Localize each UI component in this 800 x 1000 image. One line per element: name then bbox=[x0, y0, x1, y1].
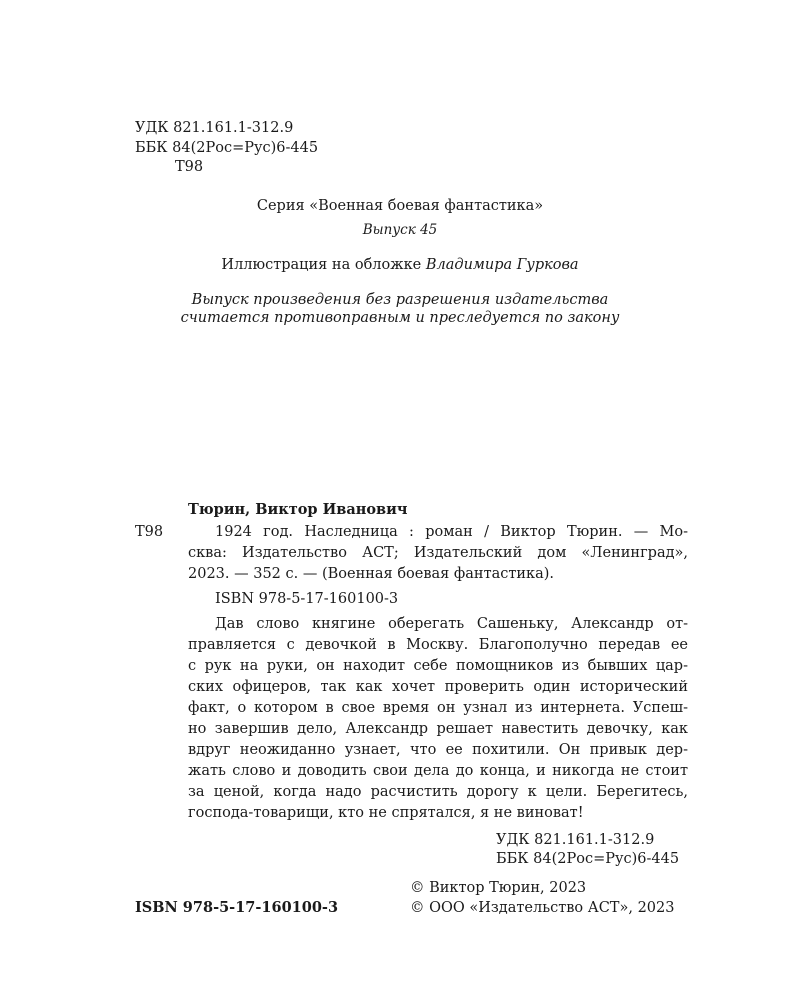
annotation-line-5: факт, о котором в свое время он узнал из интернета. Успеш- bbox=[188, 700, 688, 716]
udk-code-bottom: УДК 821.161.1-312.9 bbox=[496, 832, 655, 848]
annotation-line-6: но завершив дело, Александр решает навестить девочку, как bbox=[188, 721, 688, 737]
annotation-line-9: за ценой, когда надо расчистить дорогу к цели. Берегитесь, bbox=[188, 784, 688, 800]
copyright-publisher: © ООО «Издательство АСТ», 2023 bbox=[410, 900, 675, 916]
annotation-line-7: вдруг неожиданно узнает, что ее похитили. Он привык дер- bbox=[188, 742, 688, 758]
annotation-line-10: господа-товарищи, кто не спрятался, я не виноват! bbox=[188, 805, 584, 821]
footer-isbn: ISBN 978-5-17-160100-3 bbox=[135, 899, 339, 916]
catalog-desc-line-1: 1924 год. Наследница : роман / Виктор Тюрин. — Мо- bbox=[215, 524, 688, 540]
annotation-line-2: правляется с девочкой в Москву. Благополучно передав ее bbox=[188, 637, 688, 653]
catalog-desc-line-2: сква: Издательство АСТ; Издательский дом «Ленинград», bbox=[188, 545, 688, 561]
bbk-code-bottom: ББК 84(2Рос=Рус)6-445 bbox=[496, 851, 680, 867]
annotation-line-4: ских офицеров, так как хочет проверить один исторический bbox=[188, 679, 688, 695]
annotation-line-8: жать слово и доводить свои дела до конца, и никогда не стоит bbox=[188, 763, 688, 779]
series-line: Серия «Военная боевая фантастика» bbox=[256, 198, 544, 214]
catalog-author-heading: Тюрин, Виктор Иванович bbox=[188, 501, 408, 518]
illustration-credit bbox=[0, 255, 800, 275]
legal-notice-line-2: считается противоправным и преследуется по закону bbox=[180, 310, 620, 326]
bbk-code-top: ББК 84(2Рос=Рус)6-445 bbox=[135, 140, 319, 156]
catalog-author-mark: Т98 bbox=[135, 524, 164, 540]
legal-notice-line-1: Выпуск произведения без разрешения издательства bbox=[191, 292, 609, 308]
copyright-author: © Виктор Тюрин, 2023 bbox=[410, 880, 587, 896]
catalog-desc-line-3: 2023. — 352 с. — (Военная боевая фантастика). bbox=[188, 566, 555, 582]
illustration-artist: Владимира Гуркова bbox=[425, 257, 579, 273]
author-mark-top: Т98 bbox=[175, 159, 204, 175]
annotation-line-3: с рук на руки, он находит себе помощников из бывших цар- bbox=[188, 658, 688, 674]
annotation-line-1: Дав слово княгине оберегать Сашеньку, Александр от- bbox=[215, 616, 688, 632]
series-issue: Выпуск 45 bbox=[362, 222, 438, 238]
catalog-isbn: ISBN 978-5-17-160100-3 bbox=[215, 591, 399, 607]
illustration-prefix: Иллюстрация на обложке bbox=[221, 257, 422, 273]
udk-code-top: УДК 821.161.1-312.9 bbox=[135, 120, 294, 136]
